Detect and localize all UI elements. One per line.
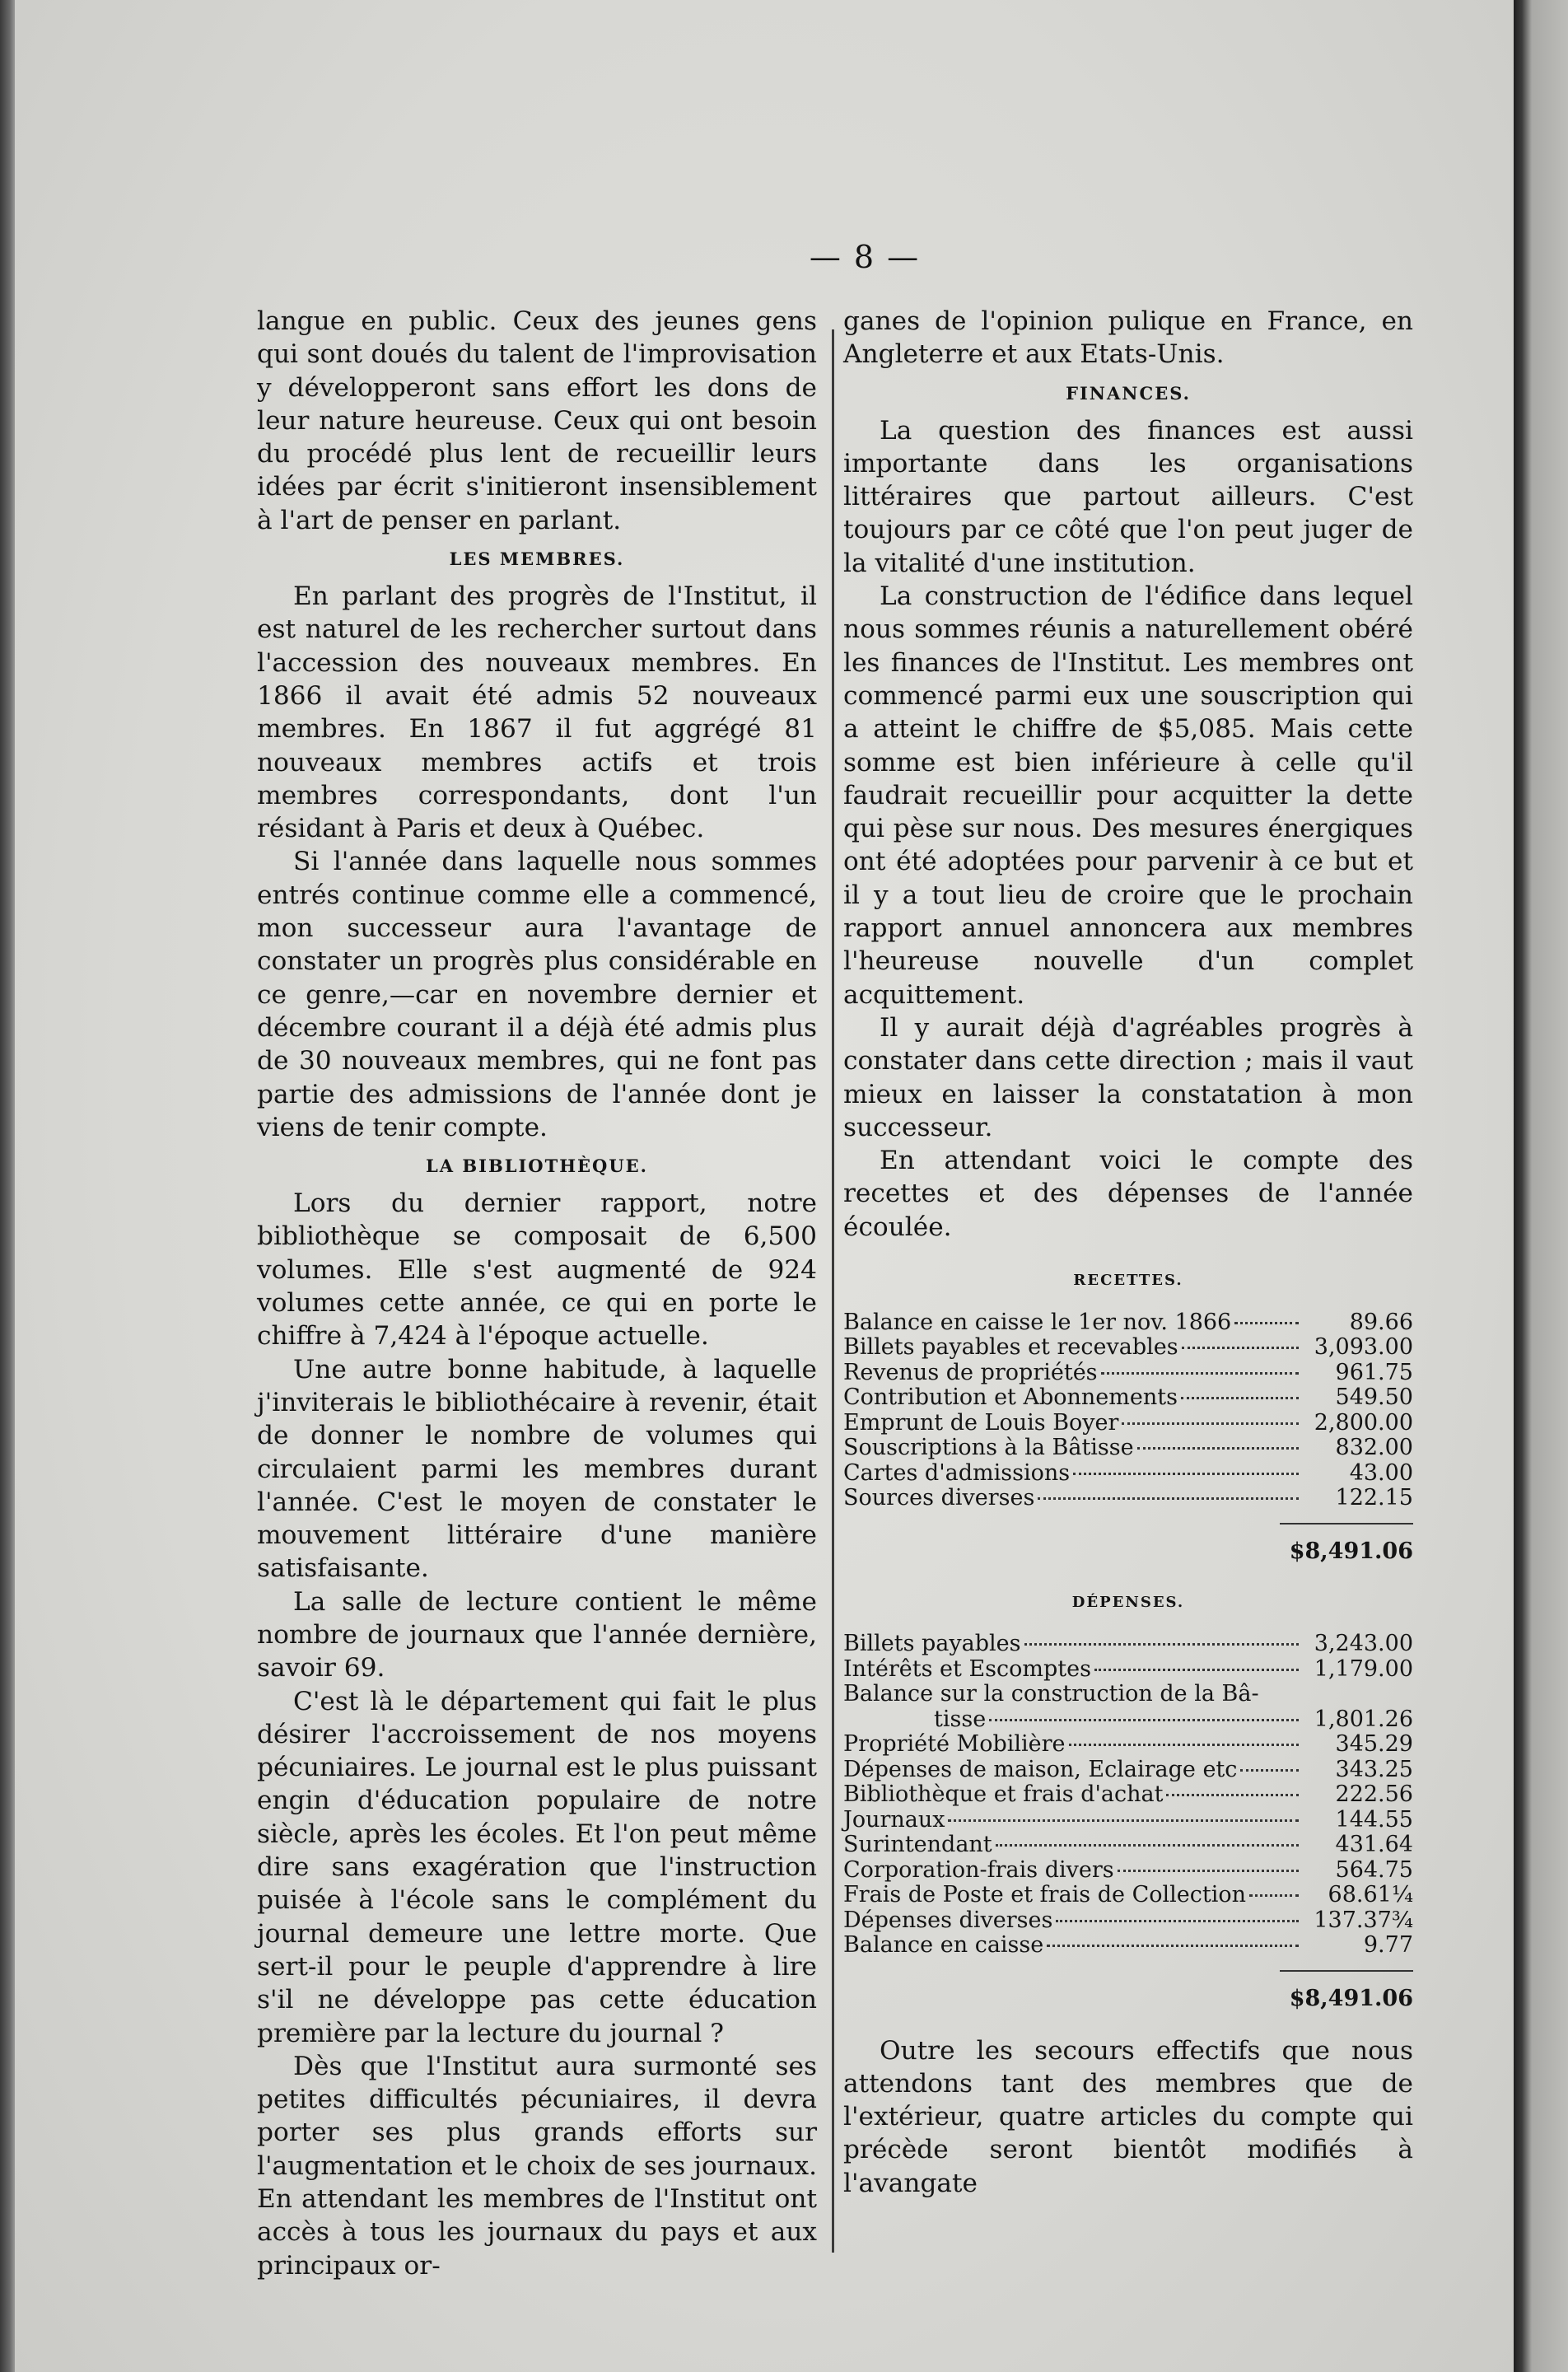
ledger-row-amount: 961.75 bbox=[1335, 1359, 1413, 1385]
paragraph: Dès que l'Institut aura surmonté ses petites difficultés pécuniaires, il devra porter ses plus grands efforts sur l'augmentation et le choix de ses journaux. En attendant les membres de l'Institut ont accès à tous les journaux du pays et aux principaux or- bbox=[257, 2051, 817, 2281]
ledger-row-amount: 43.00 bbox=[1349, 1459, 1413, 1486]
ledger-row-amount: 222.56 bbox=[1335, 1781, 1413, 1808]
ledger-row bbox=[843, 1657, 1413, 1683]
ledger-row bbox=[843, 1411, 1413, 1436]
leader-dots bbox=[989, 1719, 1299, 1721]
ledger-row bbox=[843, 1908, 1413, 1934]
binding-edge bbox=[1514, 0, 1568, 2372]
ledger-row-label: Billets payables bbox=[843, 1631, 1021, 1657]
paragraph: La salle de lecture contient le même nombre de journaux que l'année dernière, savoir 69. bbox=[257, 1586, 817, 1683]
leader-dots bbox=[1249, 1894, 1299, 1897]
right-column bbox=[843, 305, 1413, 2200]
ledger-row bbox=[843, 1461, 1413, 1487]
ledger-row bbox=[843, 1858, 1413, 1884]
ledger-row-amount: 144.55 bbox=[1335, 1806, 1413, 1833]
ledger-row-label: Contribution et Abonnements bbox=[843, 1384, 1178, 1411]
ledger-row-amount: 9.77 bbox=[1363, 1932, 1413, 1959]
ledger-row-label: Dépenses de maison, Eclairage etc bbox=[843, 1756, 1238, 1782]
paragraph: Lors du dernier rapport, notre bibliothèque se composait de 6,500 volumes. Elle s'est augmenté de 924 volumes cette année, ce qui en porte le chiffre à 7,424 à l'époque actuelle. bbox=[257, 1188, 817, 1352]
ledger-row-amount: 1,801.26 bbox=[1314, 1706, 1413, 1732]
leader-dots bbox=[1234, 1322, 1299, 1324]
leader-dots bbox=[1038, 1497, 1299, 1500]
ledger-row-label: Surintendant bbox=[843, 1832, 992, 1858]
left-column bbox=[257, 305, 817, 2282]
ledger-row-label: Frais de Poste et frais de Collection bbox=[843, 1882, 1246, 1908]
leader-dots bbox=[1118, 1870, 1299, 1872]
ledger-row bbox=[843, 1883, 1413, 1908]
ledger-row-label: Corporation-frais divers bbox=[843, 1856, 1114, 1883]
ledger-row-amount: 2,800.00 bbox=[1314, 1409, 1413, 1436]
ledger-row-amount: 549.50 bbox=[1335, 1384, 1413, 1411]
ledger-row-label: Propriété Mobilière bbox=[843, 1731, 1066, 1758]
ledger-row bbox=[843, 1808, 1413, 1833]
ledger-row bbox=[843, 1682, 1413, 1707]
section-heading-finances: FINANCES. bbox=[1066, 382, 1191, 404]
paragraph: ganes de l'opinion pulique en France, en Angleterre et aux Etats-Unis. bbox=[843, 306, 1413, 370]
paragraph: Si l'année dans laquelle nous sommes entrés continue comme elle a commencé, mon successeur aura l'avantage de constater un progrès plus considérable en ce genre,—car en novembre dernier et décembre courant il a déjà été admis plus de 30 nouveaux membres, qui ne font pas partie des admissions de l'année dont je viens de tenir compte. bbox=[257, 847, 817, 1142]
recettes-ledger bbox=[843, 1268, 1413, 1566]
ledger-row bbox=[843, 1933, 1413, 1959]
paragraph: C'est là le département qui fait le plus désirer l'accroissement de nos moyens pécuniaires. Le journal est le plus puissant engin d'éducation populaire de notre siècle, après les écoles. Et l'on peut même dire sans exagération que l'instruction puisée à l'école sans le complément du journal demeure une lettre morte. Que sert-il pour le peuple d'apprendre à lire s'il ne développe pas cette éducation première par la lecture du journal ? bbox=[257, 1686, 817, 2048]
paragraph: Outre les secours effectifs que nous attendons tant des membres que de l'extérieur, quatre articles du compte qui précède seront bientôt modifiés à l'avangate bbox=[843, 2035, 1413, 2198]
ledger-row-amount: 1,179.00 bbox=[1314, 1655, 1413, 1682]
recettes-rows bbox=[843, 1310, 1413, 1511]
ledger-row-label: Balance sur la construction de la Bâ- bbox=[843, 1681, 1259, 1707]
ledger-row-amount: 137.37¾ bbox=[1314, 1907, 1413, 1933]
ledger-row-amount: 431.64 bbox=[1335, 1832, 1413, 1858]
depenses-heading: DÉPENSES. bbox=[1071, 1593, 1185, 1611]
depenses-ledger bbox=[843, 1590, 1413, 2013]
ledger-row-label: Bibliothèque et frais d'achat bbox=[843, 1781, 1164, 1808]
ledger-row bbox=[843, 1758, 1413, 1783]
ledger-row-label: Journaux bbox=[843, 1806, 945, 1833]
ledger-row-label: Balance en caisse le 1er nov. 1866 bbox=[843, 1309, 1232, 1335]
leader-dots bbox=[996, 1844, 1299, 1847]
ledger-row-label: Revenus de propriétés bbox=[843, 1359, 1098, 1385]
depenses-total: $8,491.06 bbox=[1280, 1970, 1413, 2013]
ledger-row bbox=[843, 1782, 1413, 1808]
leader-dots bbox=[1137, 1447, 1299, 1450]
leader-dots bbox=[1056, 1920, 1299, 1922]
ledger-row-label: Emprunt de Louis Boyer bbox=[843, 1409, 1119, 1436]
ledger-row-amount: 3,093.00 bbox=[1314, 1334, 1413, 1361]
paragraph: Il y aurait déjà d'agréables progrès à constater dans cette direction ; mais il vaut mieux en laisser la constatation à mon successeur. bbox=[843, 1012, 1413, 1142]
ledger-row-amount: 89.66 bbox=[1349, 1309, 1413, 1335]
paragraph: En parlant des progrès de l'Institut, il est naturel de les rechercher surtout dans l'accession des nouveaux membres. En 1866 il avait été admis 52 nouveaux membres. En 1867 il fut aggrégé 81 nouveaux membres actifs et trois membres correspondants, dont l'un résidant à Paris et deux à Québec. bbox=[257, 581, 817, 844]
ledger-row-label: Sources diverses bbox=[843, 1485, 1035, 1511]
ledger-row bbox=[843, 1385, 1413, 1411]
paragraph: langue en public. Ceux des jeunes gens qui sont doués du talent de l'improvisation y développeront sans effort les dons de leur nature heureuse. Ceux qui ont besoin du procédé plus lent de recueillir leurs idées par écrit s'initieront insensiblement à l'art de penser en parlant. bbox=[257, 306, 817, 535]
ledger-row bbox=[843, 1632, 1413, 1657]
leader-dots bbox=[1166, 1794, 1299, 1796]
recettes-total: $8,491.06 bbox=[1280, 1523, 1413, 1566]
ledger-row-amount: 3,243.00 bbox=[1314, 1631, 1413, 1657]
ledger-row-amount: 564.75 bbox=[1335, 1856, 1413, 1883]
ledger-row-label: Cartes d'admissions bbox=[843, 1459, 1071, 1486]
ledger-row bbox=[843, 1833, 1413, 1858]
paragraph: Une autre bonne habitude, à laquelle j'inviterais le bibliothécaire à revenir, était de donner le nombre de volumes qui circulaient parmi les membres durant l'année. C'est le moyen de constater le mouvement littéraire d'une manière satisfaisante. bbox=[257, 1354, 817, 1584]
ledger-row-label: Intérêts et Escomptes bbox=[843, 1655, 1091, 1682]
leader-dots bbox=[1181, 1397, 1299, 1399]
leader-dots bbox=[1047, 1945, 1299, 1947]
section-heading-membres: LES MEMBRES. bbox=[449, 549, 625, 570]
leader-dots bbox=[1101, 1372, 1299, 1375]
page-number: — 8 — bbox=[809, 239, 921, 275]
ledger-row bbox=[843, 1335, 1413, 1361]
ledger-row-label: Billets payables et recevables bbox=[843, 1334, 1178, 1361]
ledger-row-amount: 343.25 bbox=[1335, 1756, 1413, 1782]
ledger-row bbox=[843, 1436, 1413, 1461]
depenses-rows bbox=[843, 1632, 1413, 1959]
ledger-row-label: Dépenses diverses bbox=[843, 1907, 1053, 1933]
ledger-row-label: Souscriptions à la Bâtisse bbox=[843, 1435, 1134, 1461]
leader-dots bbox=[948, 1819, 1299, 1822]
ledger-row bbox=[843, 1486, 1413, 1511]
ledger-row bbox=[843, 1310, 1413, 1336]
column-divider bbox=[832, 329, 834, 2253]
ledger-row-label: tisse bbox=[934, 1706, 987, 1732]
ledger-row-amount: 832.00 bbox=[1335, 1435, 1413, 1461]
leader-dots bbox=[1069, 1744, 1300, 1746]
leader-dots bbox=[1122, 1422, 1299, 1425]
leader-dots bbox=[1182, 1347, 1299, 1349]
paragraph: En attendant voici le compte des recettes et des dépenses de l'année écoulée. bbox=[843, 1146, 1413, 1242]
ledger-row-amount: 122.15 bbox=[1335, 1485, 1413, 1511]
paragraph: La construction de l'édifice dans lequel nous sommes réunis a naturellement obéré les finances de l'Institut. Les membres ont commencé parmi eux une souscription qui a atteint le chiffre de $5,085. Mais cette somme est bien inférieure à celle qu'il faudrait recueillir pour acquitter la dette qui pèse sur nous. Des mesures énergiques ont été adoptées pour parvenir à ce but et il y a tout lieu de croire que le prochain rapport annuel annoncera aux membres l'heureuse nouvelle d'un complet acquittement. bbox=[843, 581, 1413, 1010]
section-heading-bibliotheque: LA BIBLIOTHÈQUE. bbox=[426, 1156, 648, 1177]
paragraph: La question des finances est aussi importante dans les organisations littéraires que partout ailleurs. C'est toujours par ce côté que l'on peut juger de la vitalité d'une institution. bbox=[843, 415, 1413, 578]
recettes-heading: RECETTES. bbox=[1073, 1272, 1183, 1290]
leader-dots bbox=[1240, 1769, 1299, 1772]
leader-dots bbox=[1024, 1643, 1300, 1646]
ledger-row bbox=[843, 1732, 1413, 1758]
ledger-row-amount: 68.61¼ bbox=[1328, 1882, 1413, 1908]
ledger-row-label: Balance en caisse bbox=[843, 1932, 1044, 1959]
ledger-row bbox=[843, 1707, 1413, 1733]
ledger-row bbox=[843, 1361, 1413, 1386]
leader-dots bbox=[1073, 1473, 1299, 1475]
leader-dots bbox=[1094, 1669, 1299, 1671]
ledger-row-amount: 345.29 bbox=[1335, 1731, 1413, 1758]
